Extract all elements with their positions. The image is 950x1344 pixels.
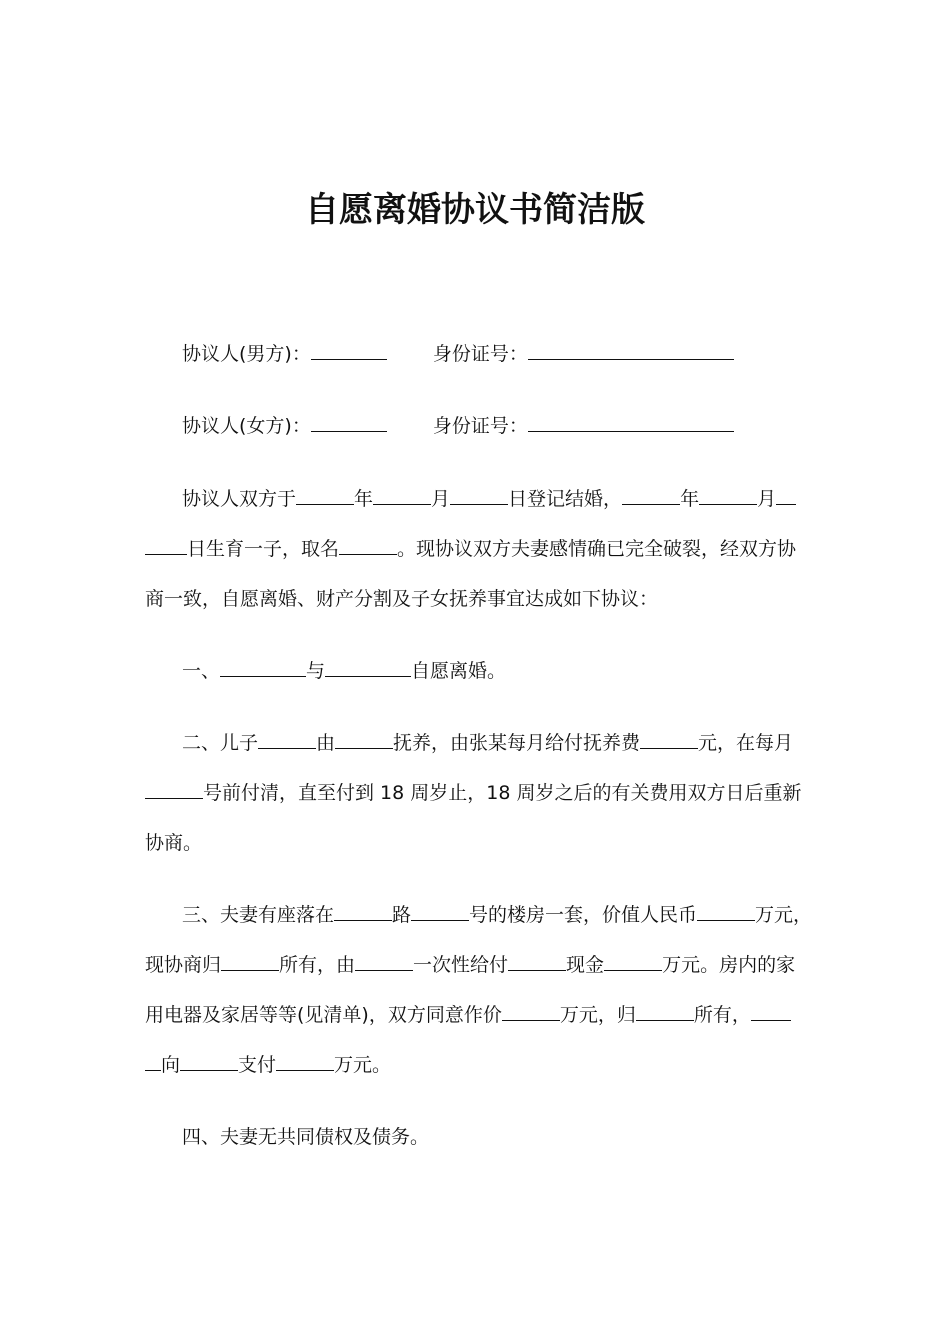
intro-text: 日登记结婚， — [508, 488, 623, 510]
clause-text: 与 — [306, 660, 326, 682]
clause-1 — [145, 656, 862, 686]
intro-text: 年 — [680, 488, 700, 510]
clause-text: 号前付清，直至付到 18 周岁止，18 周岁之后的有关费用双方日后重新 — [203, 782, 802, 804]
blank — [355, 950, 413, 971]
intro-line-1 — [145, 484, 862, 514]
clause-text: 现金 — [566, 954, 605, 976]
blank — [697, 900, 755, 921]
clause-text: 万元。房内的家 — [662, 954, 796, 976]
party-female-row — [145, 411, 862, 441]
clause-text: 向 — [161, 1054, 181, 1076]
blank — [334, 900, 392, 921]
clause-text: 万元，归 — [559, 1004, 636, 1026]
blank — [296, 484, 354, 505]
clause-3-line-3 — [145, 1000, 825, 1030]
intro-line-2 — [145, 534, 825, 564]
blank — [450, 484, 508, 505]
blank — [411, 900, 469, 921]
party-male-name-blank — [311, 339, 387, 360]
clause-2-line-1 — [145, 728, 862, 758]
blank — [776, 484, 796, 505]
clause-text: 元，在每月 — [698, 732, 794, 754]
clause-text: 抚养，由张某每月给付抚养费 — [393, 732, 641, 754]
clause-text: 现协商归 — [145, 954, 222, 976]
document-title: 自愿离婚协议书简洁版 — [305, 190, 645, 230]
blank — [640, 728, 698, 749]
blank — [221, 950, 279, 971]
blank — [180, 1050, 238, 1071]
clause-text: 一次性给付 — [413, 954, 509, 976]
blank — [258, 728, 316, 749]
clause-3-line-4 — [145, 1050, 825, 1080]
party-male-id-blank — [528, 339, 734, 360]
blank — [622, 484, 680, 505]
blank — [325, 656, 411, 677]
clause-text: 由 — [316, 732, 336, 754]
clause-2-line-3: 协商。 — [145, 832, 203, 854]
party-male-row — [145, 339, 862, 369]
clause-text: 支付 — [238, 1054, 277, 1076]
clause-text: 所有，由 — [279, 954, 356, 976]
clause-text: 万元。 — [334, 1054, 392, 1076]
blank — [339, 534, 397, 555]
clause-text: 路 — [392, 904, 412, 926]
party-male-id-label: 身份证号： — [432, 343, 528, 365]
clause-text: 二、儿子 — [182, 732, 259, 754]
blank — [604, 950, 662, 971]
blank — [145, 534, 187, 555]
blank — [699, 484, 757, 505]
clause-text: 三、夫妻有座落在 — [182, 904, 335, 926]
intro-line-3: 商一致，自愿离婚、财产分割及子女抚养事宜达成如下协议： — [145, 588, 659, 610]
party-male-label: 协议人(男方)： — [182, 343, 311, 365]
blank — [373, 484, 431, 505]
blank — [636, 1000, 694, 1021]
clause-3-line-1 — [145, 900, 862, 930]
party-female-label: 协议人(女方)： — [182, 415, 311, 437]
intro-text: 月 — [431, 488, 451, 510]
clause-text: 自愿离婚。 — [411, 660, 507, 682]
blank — [220, 656, 306, 677]
party-female-id-label: 身份证号： — [432, 415, 528, 437]
clause-text: 用电器及家居等等(见清单)，双方同意作价 — [145, 1004, 502, 1026]
party-female-id-blank — [528, 411, 734, 432]
blank — [502, 1000, 560, 1021]
blank — [508, 950, 566, 971]
blank — [276, 1050, 334, 1071]
intro-text: 。现协议双方夫妻感情确已完全破裂，经双方协 — [397, 538, 797, 560]
clause-text: 所有， — [693, 1004, 751, 1026]
blank — [751, 1000, 791, 1021]
clause-text: 号的楼房一套，价值人民币 — [469, 904, 698, 926]
clause-2-line-2 — [145, 778, 825, 808]
intro-text: 日生育一子，取名 — [187, 538, 340, 560]
clause-text: 万元， — [755, 904, 813, 926]
clause-3-line-2 — [145, 950, 825, 980]
party-female-name-blank — [311, 411, 387, 432]
clause-4: 四、夫妻无共同债权及债务。 — [182, 1126, 430, 1148]
intro-text: 年 — [354, 488, 374, 510]
blank — [145, 1050, 161, 1071]
clause-text: 一、 — [182, 660, 221, 682]
blank — [145, 778, 203, 799]
blank — [335, 728, 393, 749]
intro-text: 月 — [757, 488, 777, 510]
intro-text: 协议人双方于 — [182, 488, 297, 510]
